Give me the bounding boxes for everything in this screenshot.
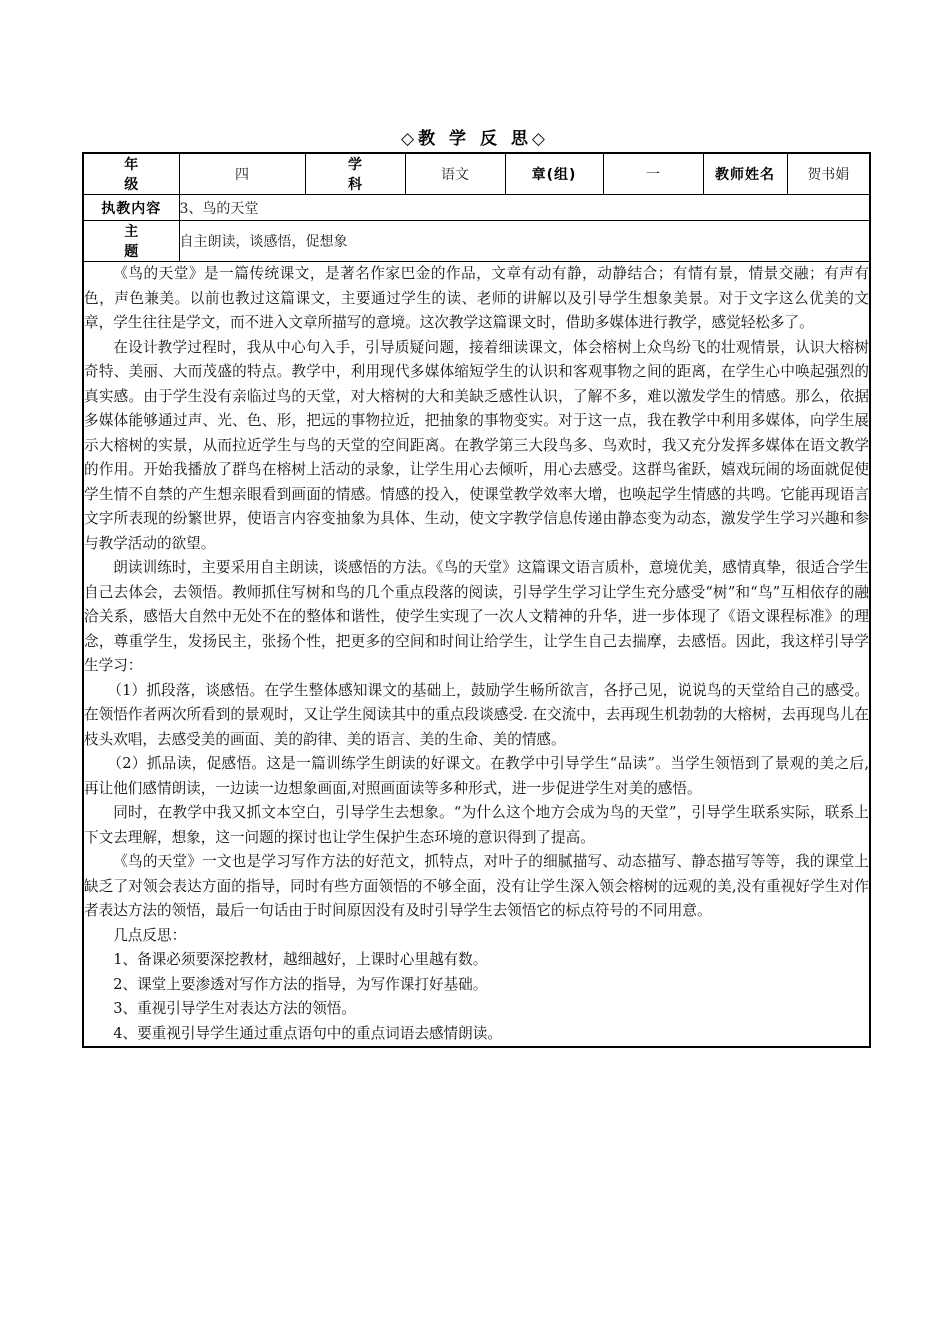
paragraph-design: 在设计教学过程时，我从中心句入手，引导质疑问题，接着细读课文，体会榕树上众鸟纷飞的壮观情景，认识大榕树奇特、美丽、大而茂盛的特点。教学中，利用现代多媒体缩短学生的认识和客观事物之间的距离，在学生心中唤起强烈的真实感。由于学生没有亲临过鸟的天堂，对大榕树的大和美缺乏感性认识，了解不多，难以激发学生的情感。那么，依据多媒体能够通过声、光、色、形，把远的事物拉近，把抽象的事物变实。对于这一点，我在教学中利用多媒体，向学生展示大榕树的实景，从而拉近学生与鸟的天堂的空间距离。在教学第三大段鸟多、鸟欢时，我又充分发挥多媒体在语文教学的作用。开始我播放了群鸟在榕树上活动的录象，让学生用心去倾听，用心去感受。这群鸟雀跃，嬉戏玩闹的场面就促使学生情不自禁的产生想亲眼看到画面的情感。情感的投入，使课堂教学效率大增，也唤起学生情感的共鸣。它能再现语言文字所表现的纷繁世界，使语言内容变抽象为具体、生动，使文字教学信息传递由静态变为动态，激发学生学习兴趣和参与教学活动的欲望。 xyxy=(84,338,869,552)
paragraph-intro: 《鸟的天堂》是一篇传统课文，是著名作家巴金的作品，文章有动有静，动静结合；有情有景，情景交融；有声有色，声色兼美。以前也教过这篇课文，主要通过学生的读、老师的讲解以及引导学生想象美景。对于文字这么优美的文章，学生往往是学文，而不进入文章所描写的意境。这次教学这篇课文时，借助多媒体进行教学，感觉轻松多了。 xyxy=(84,265,869,331)
grade-value: 四 xyxy=(179,153,305,195)
subject-value: 语文 xyxy=(405,153,505,195)
teacher-label: 教师姓名 xyxy=(703,153,787,195)
theme-label: 主 题 xyxy=(83,221,179,262)
content-label: 执教内容 xyxy=(83,195,179,221)
paragraph-step-2: （2）抓品读，促感悟。这是一篇训练学生朗读的好课文。在教学中引导学生“品读”。当学生领悟到了景观的美之后, 再让他们感情朗读，一边读一边想象画面,对照画面读等多种形式，进一步促进学生对美的感悟。 xyxy=(84,755,869,797)
paragraph-step-1: （1）抓段落，谈感悟。在学生整体感知课文的基础上，鼓励学生畅所欲言，各抒己见，说说鸟的天堂给自己的感受。在领悟作者两次所看到的景观时，又让学生阅读其中的重点段谈感受. 在交流中，去再现生机勃勃的大榕树，去再现鸟儿在枝头欢唱，去感受美的画面、美的韵律、美的语言、美的生命、美的情感。 xyxy=(84,681,869,748)
reflection-body xyxy=(83,262,870,1048)
teacher-value: 贺书娟 xyxy=(787,153,870,195)
grade-label: 年 级 xyxy=(83,153,179,195)
chapter-label: 章(组) xyxy=(505,153,603,195)
reflection-table xyxy=(82,152,871,1048)
paragraph-imagination: 同时，在教学中我又抓文本空白，引导学生去想象。“为什么这个地方会成为鸟的天堂”，引导学生联系实际，联系上下文去理解，想象，这一问题的探讨也让学生保护生态环境的意识得到了提高。 xyxy=(84,804,869,846)
reflection-point-1: 1、备课必须要深挖教材，越细越好，上课时心里越有数。 xyxy=(113,951,488,968)
chapter-value: 一 xyxy=(603,153,703,195)
paragraph-reading: 朗读训练时，主要采用自主朗读，谈感悟的方法。《鸟的天堂》这篇课文语言质朴，意境优美，感情真挚，很适合学生自己去体会，去领悟。教师抓住写树和鸟的几个重点段落的阅读，引导学生学习让学生充分感受“树”和“鸟”互相依存的融洽关系，感悟大自然中无处不在的整体和谐性，使学生实现了一次人文精神的升华，进一步体现了《语文课程标准》的理念，尊重学生，发扬民主，张扬个性，把更多的空间和时间让给学生，让学生自己去揣摩，去感悟。因此，我这样引导学生学习： xyxy=(84,559,869,674)
content-value: 3、鸟的天堂 xyxy=(179,195,870,221)
theme-value: 自主朗读，谈感悟，促想象 xyxy=(179,221,870,262)
page-title: ◇教 学 反 思◇ xyxy=(401,129,549,149)
reflection-point-3: 3、重视引导学生对表达方法的领悟。 xyxy=(113,1000,356,1017)
content-row xyxy=(83,195,870,221)
subject-label: 学 科 xyxy=(305,153,405,195)
paragraph-shortcomings: 《鸟的天堂》一文也是学习写作方法的好范文，抓特点，对叶子的细腻描写、动态描写、静态描写等等，我的课堂上缺乏了对领会表达方面的指导，同时有些方面领悟的不够全面，没有让学生深入领会榕树的远观的美,没有重视好学生对作者表达方法的领悟，最后一句话由于时间原因没有及时引导学生去领悟它的标点符号的不同用意。 xyxy=(84,853,869,919)
header-row xyxy=(83,153,870,195)
reflection-points-heading: 几点反思： xyxy=(113,926,187,944)
theme-row xyxy=(83,221,870,262)
reflection-point-2: 2、课堂上要渗透对写作方法的指导，为写作课打好基础。 xyxy=(113,975,488,993)
reflection-body-row xyxy=(83,262,870,1048)
reflection-point-4: 4、要重视引导学生通过重点语句中的重点词语去感情朗读。 xyxy=(113,1024,502,1042)
